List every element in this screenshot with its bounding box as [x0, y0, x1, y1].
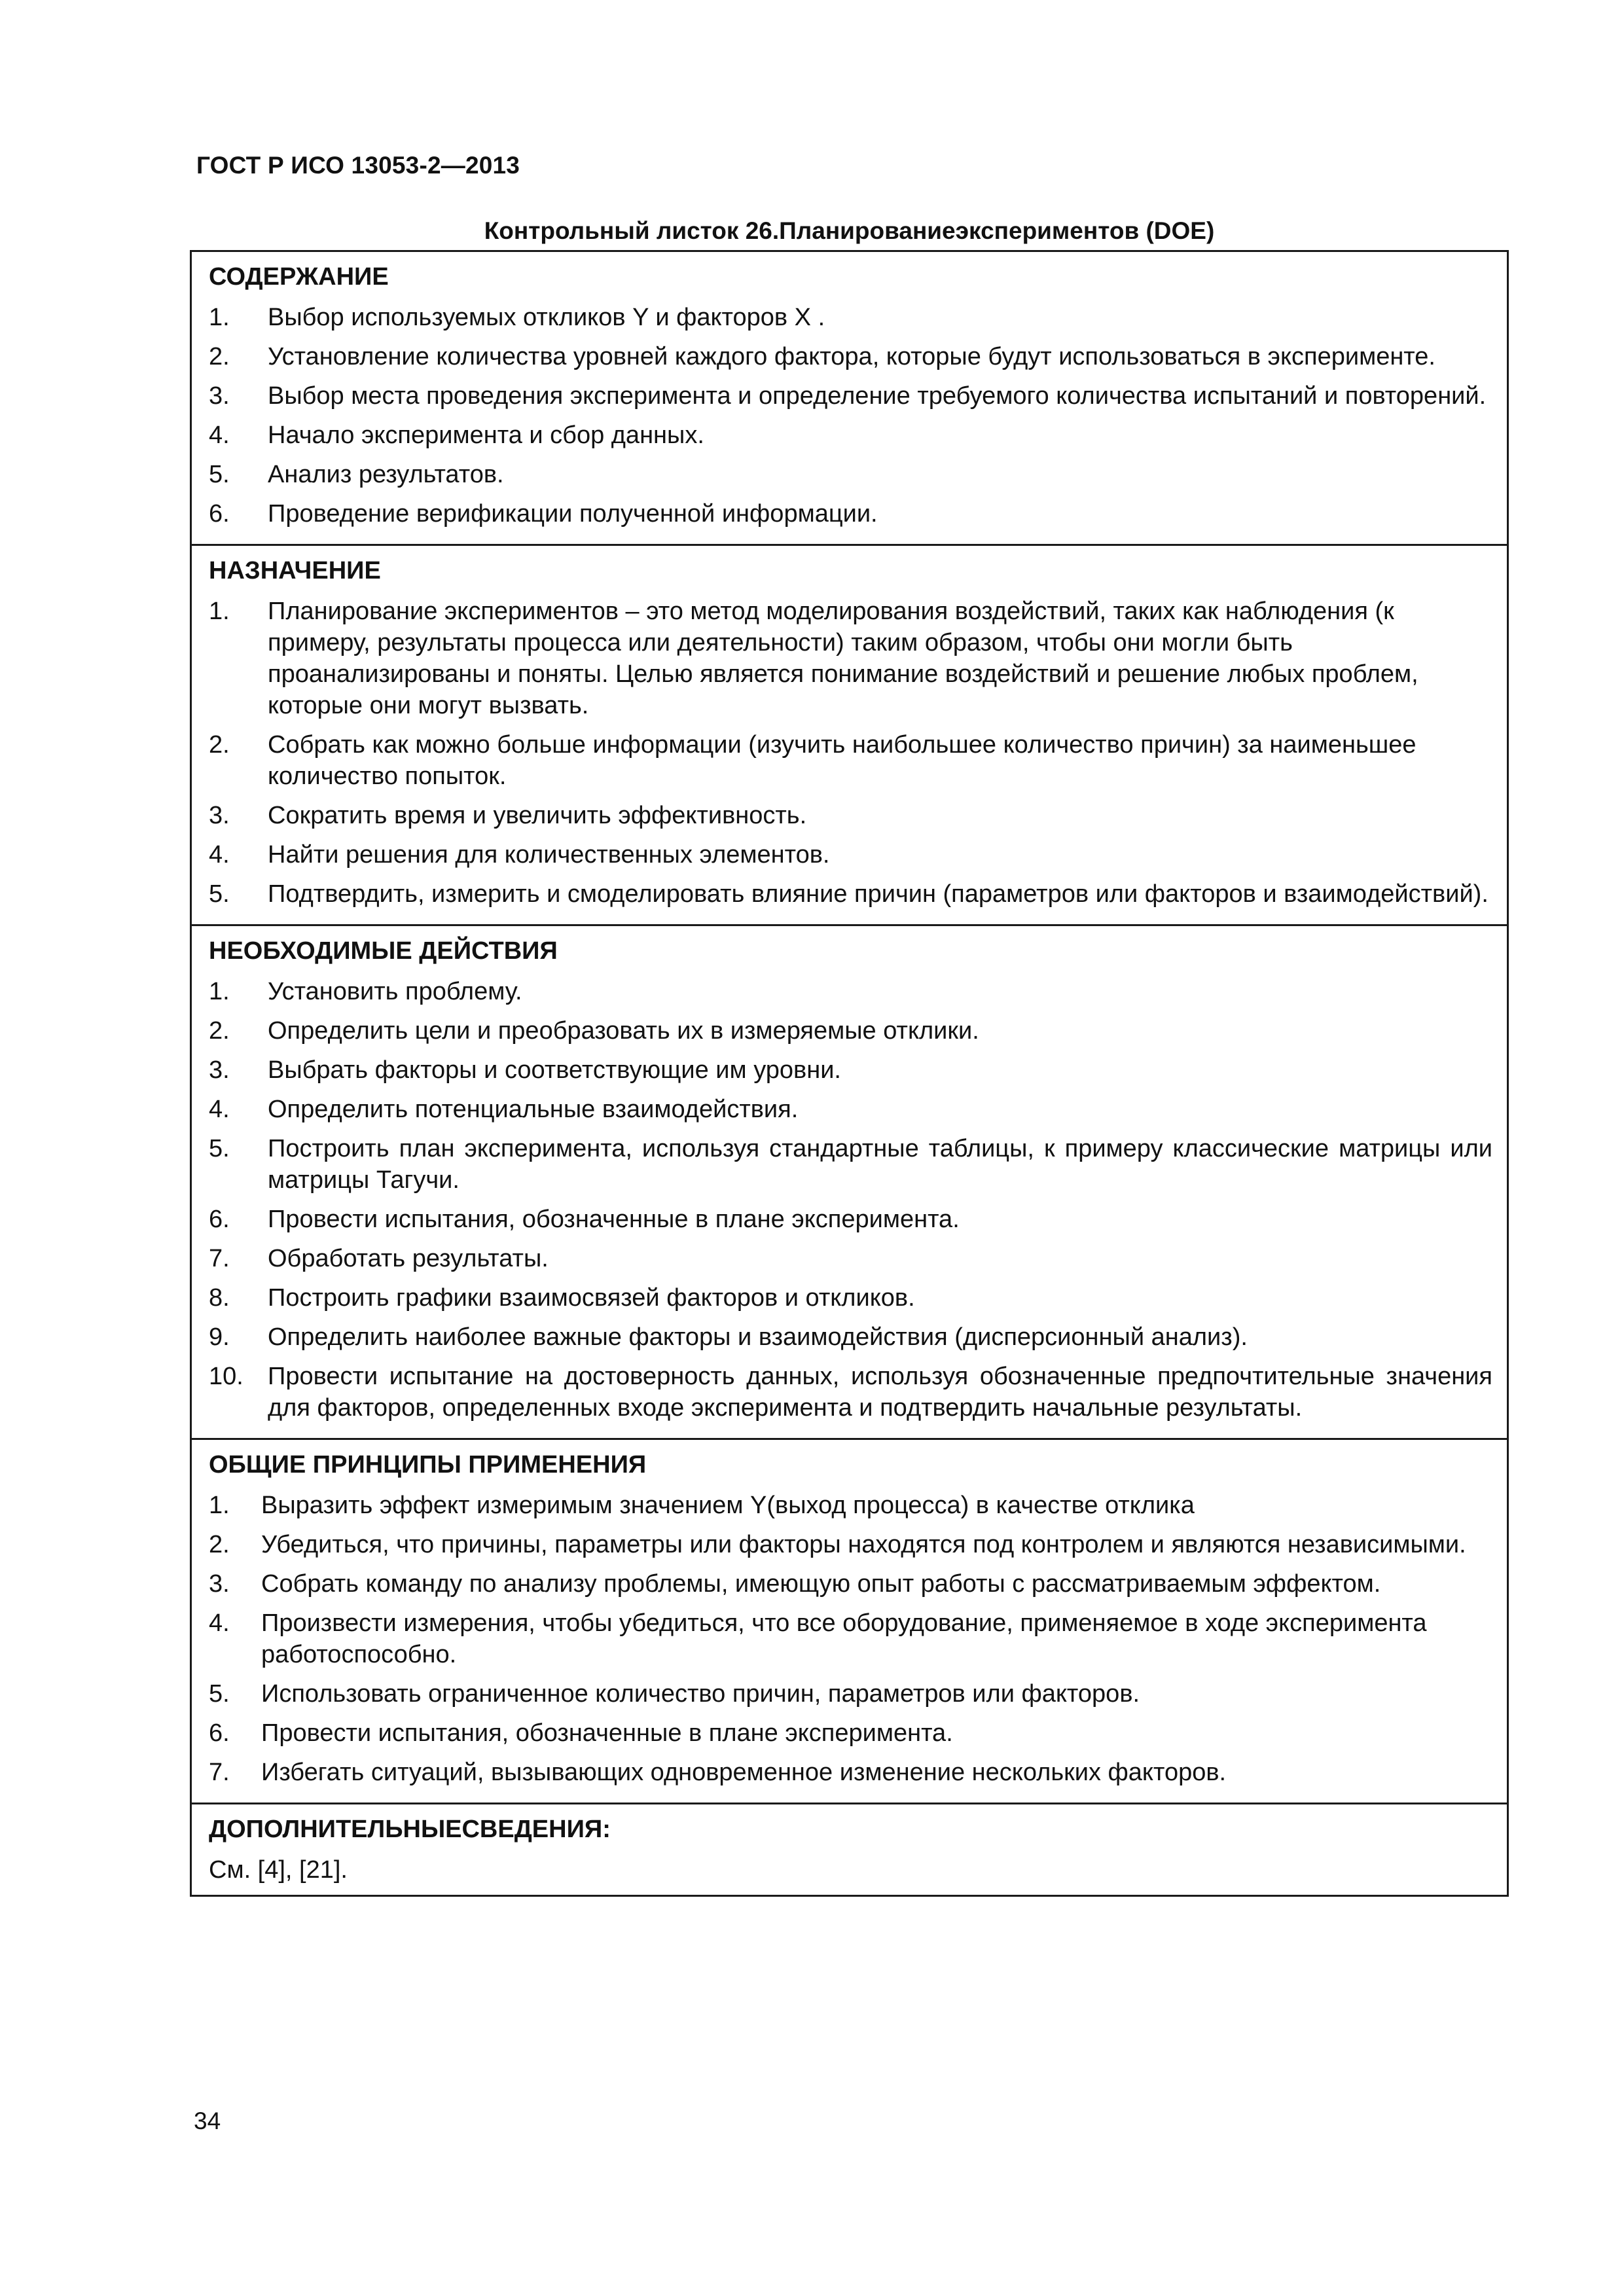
- item-number: 4.: [209, 1096, 230, 1123]
- item-number: 5.: [209, 461, 230, 488]
- item-text: Выразить эффект измеримым значением Y(выход процесса) в качестве отклика: [261, 1492, 1195, 1519]
- list-item: [209, 1133, 1492, 1196]
- item-text: Построить графики взаимосвязей факторов и откликов.: [268, 1284, 915, 1312]
- list-item: [209, 1757, 1492, 1788]
- list-item: [209, 1054, 1492, 1086]
- item-text: Определить наиболее важные факторы и взаимодействия (дисперсионный анализ).: [268, 1323, 1248, 1351]
- item-text: Собрать команду по анализу проблемы, имеющую опыт работы с рассматриваемым эффектом.: [261, 1570, 1381, 1598]
- item-number: 6.: [209, 1719, 230, 1747]
- item-number: 5.: [209, 1680, 230, 1708]
- item-text: Найти решения для количественных элементов.: [268, 841, 830, 869]
- checklist-table: [190, 250, 1509, 1897]
- item-number: 1.: [209, 598, 230, 625]
- item-text: Произвести измерения, чтобы убедиться, что все оборудование, применяемое в ходе эксперимента работоспособно.: [261, 1609, 1427, 1668]
- item-number: 4.: [209, 422, 230, 449]
- list-item: [209, 1243, 1492, 1274]
- section-purpose: [192, 544, 1507, 924]
- item-text: Планирование экспериментов – это метод моделирования воздействий, таких как наблюдения (к примеру, результаты процесса или деятельности) таким образом, чтобы они могли быть проанализированы и поняты. Целью является понимание воздействий и решение любых проблем, которые они могут вызвать.: [268, 598, 1418, 719]
- page-number: 34: [194, 2108, 221, 2134]
- item-text: Обработать результаты.: [268, 1245, 549, 1272]
- list-item: [209, 380, 1492, 412]
- item-text: Установление количества уровней каждого фактора, которые будут использоваться в эксперименте.: [268, 343, 1435, 370]
- checklist-caption: Контрольный листок 26.Планированиеэкспериментов (DOE): [484, 217, 1215, 244]
- section-title: НАЗНАЧЕНИЕ: [209, 557, 381, 584]
- list-item: [209, 420, 1492, 451]
- item-number: 3.: [209, 1056, 230, 1084]
- item-text: Анализ результатов.: [268, 461, 504, 488]
- item-text: Провести испытание на достоверность данных, используя обозначенные предпочтительные значения для факторов, определенных входе эксперимента и подтвердить начальные результаты.: [268, 1363, 1492, 1422]
- item-text: Использовать ограниченное количество причин, параметров или факторов.: [261, 1680, 1140, 1708]
- item-text: Избегать ситуаций, вызывающих одновременное изменение нескольких факторов.: [261, 1759, 1227, 1786]
- item-number: 1.: [209, 978, 230, 1005]
- item-number: 2.: [209, 343, 230, 370]
- item-text: Провести испытания, обозначенные в плане эксперимента.: [268, 1206, 960, 1233]
- list-item: [209, 976, 1492, 1007]
- list-item: [209, 1717, 1492, 1749]
- item-number: 9.: [209, 1323, 230, 1351]
- item-text: Определить цели и преобразовать их в измеряемые отклики.: [268, 1017, 979, 1045]
- list-item: [209, 878, 1492, 910]
- section-additional-info: [192, 1803, 1507, 1895]
- item-number: 6.: [209, 1206, 230, 1233]
- item-number: 1.: [209, 304, 230, 331]
- list-item: [209, 1321, 1492, 1353]
- list-item: [209, 1361, 1492, 1424]
- list-item: [209, 1015, 1492, 1047]
- list-item: [209, 459, 1492, 490]
- purpose-list: [209, 596, 1492, 910]
- list-item: [209, 800, 1492, 831]
- item-number: 3.: [209, 382, 230, 410]
- list-item: [209, 1282, 1492, 1314]
- list-item: [209, 498, 1492, 529]
- item-text: Убедиться, что причины, параметры или факторы находятся под контролем и являются независимыми.: [261, 1531, 1466, 1558]
- item-number: 3.: [209, 802, 230, 829]
- references-text: См. [4], [21].: [209, 1856, 348, 1884]
- item-number: 6.: [209, 500, 230, 528]
- item-text: Выбрать факторы и соответствующие им уровни.: [268, 1056, 841, 1084]
- section-title: ДОПОЛНИТЕЛЬНЫЕСВЕДЕНИЯ:: [209, 1816, 611, 1843]
- section-title: НЕОБХОДИМЫЕ ДЕЙСТВИЯ: [209, 937, 558, 965]
- list-item: [209, 1568, 1492, 1600]
- list-item: [209, 1490, 1492, 1521]
- item-number: 3.: [209, 1570, 230, 1598]
- list-item: [209, 302, 1492, 333]
- list-item: [209, 729, 1492, 792]
- list-item: [209, 1094, 1492, 1125]
- item-text: Собрать как можно больше информации (изучить наибольшее количество причин) за наименьшее количество попыток.: [268, 731, 1416, 790]
- item-text: Подтвердить, измерить и смоделировать влияние причин (параметров или факторов и взаимодействий).: [268, 880, 1489, 908]
- list-item: [209, 341, 1492, 372]
- actions-list: [209, 976, 1492, 1424]
- item-number: 7.: [209, 1245, 230, 1272]
- section-title: ОБЩИЕ ПРИНЦИПЫ ПРИМЕНЕНИЯ: [209, 1451, 647, 1479]
- item-number: 4.: [209, 841, 230, 869]
- principles-list: [209, 1490, 1492, 1788]
- item-number: 2.: [209, 731, 230, 759]
- item-number: 7.: [209, 1759, 230, 1786]
- list-item: [209, 1678, 1492, 1710]
- section-content: [192, 252, 1507, 544]
- item-number: 2.: [209, 1531, 230, 1558]
- list-item: [209, 1204, 1492, 1235]
- item-number: 10.: [209, 1363, 244, 1390]
- item-text: Построить план эксперимента, используя стандартные таблицы, к примеру классические матрицы или матрицы Тагучи.: [268, 1135, 1492, 1194]
- list-item: [209, 1607, 1492, 1670]
- item-text: Сократить время и увеличить эффективность.: [268, 802, 807, 829]
- content-list: [209, 302, 1492, 529]
- item-text: Определить потенциальные взаимодействия.: [268, 1096, 799, 1123]
- item-text: Выбор места проведения эксперимента и определение требуемого количества испытаний и повторений.: [268, 382, 1487, 410]
- item-number: 2.: [209, 1017, 230, 1045]
- document-code-header: ГОСТ Р ИСО 13053-2—2013: [196, 152, 520, 179]
- list-item: [209, 1529, 1492, 1560]
- item-number: 5.: [209, 1135, 230, 1162]
- item-number: 8.: [209, 1284, 230, 1312]
- item-number: 5.: [209, 880, 230, 908]
- item-number: 4.: [209, 1609, 230, 1637]
- item-text: Выбор используемых откликов Y и факторов X .: [268, 304, 825, 331]
- list-item: [209, 839, 1492, 870]
- list-item: [209, 596, 1492, 721]
- item-text: Установить проблему.: [268, 978, 522, 1005]
- section-title: СОДЕРЖАНИЕ: [209, 263, 389, 291]
- section-general-principles: [192, 1438, 1507, 1803]
- item-number: 1.: [209, 1492, 230, 1519]
- item-text: Начало эксперимента и сбор данных.: [268, 422, 704, 449]
- item-text: Проведение верификации полученной информации.: [268, 500, 878, 528]
- item-text: Провести испытания, обозначенные в плане эксперимента.: [261, 1719, 953, 1747]
- section-required-actions: [192, 924, 1507, 1438]
